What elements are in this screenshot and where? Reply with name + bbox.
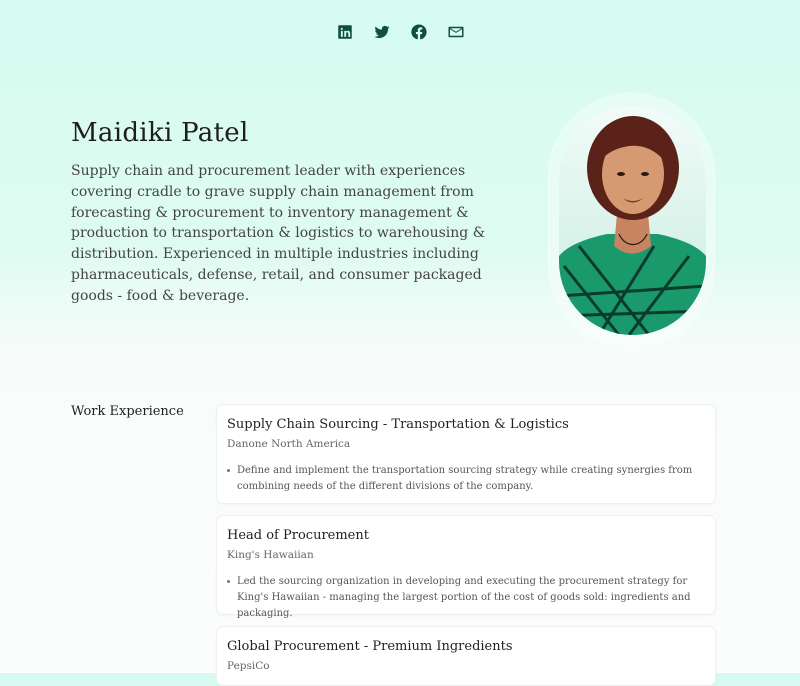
- job-bullet: Led the sourcing organization in developing and executing the procurement strategy for King's Hawaiian - managing the largest portion of the cost of goods sold: ingredients and packaging.: [227, 574, 705, 622]
- facebook-link[interactable]: [409, 22, 428, 41]
- job-title: Supply Chain Sourcing - Transportation & Logistics: [227, 417, 569, 432]
- job-title: Global Procurement - Premium Ingredients: [227, 639, 513, 654]
- linkedin-icon: [336, 23, 354, 41]
- work-experience-heading: Work Experience: [71, 404, 184, 419]
- job-company: Danone North America: [227, 438, 351, 450]
- twitter-link[interactable]: [372, 22, 391, 41]
- experience-card: [216, 626, 716, 686]
- job-bullets: [227, 574, 705, 622]
- experience-card: [216, 515, 716, 619]
- twitter-icon: [373, 23, 391, 41]
- linkedin-link[interactable]: [335, 22, 354, 41]
- job-title: Head of Procurement: [227, 528, 369, 543]
- experience-card: [216, 404, 716, 504]
- mail-icon: [447, 23, 465, 41]
- profile-photo: [559, 106, 706, 335]
- profile-bio: Supply chain and procurement leader with experiences covering cradle to grave supply chain management from forecasting & procurement to inventory management & production to transportation & logistics to warehousing & distribution. Experienced in multiple industries including pharmaceuticals, defense, retail, and consumer packaged goods - food & beverage.: [71, 163, 486, 304]
- email-link[interactable]: [446, 22, 465, 41]
- job-company: PepsiCo: [227, 660, 270, 672]
- job-bullet: Define and implement the transportation sourcing strategy while creating synergies from combining needs of the different divisions of the company.: [227, 463, 705, 495]
- job-company: King's Hawaiian: [227, 549, 314, 561]
- social-links: [0, 22, 800, 41]
- profile-name: Maidiki Patel: [71, 118, 249, 148]
- job-bullets: [227, 463, 705, 495]
- facebook-icon: [410, 23, 428, 41]
